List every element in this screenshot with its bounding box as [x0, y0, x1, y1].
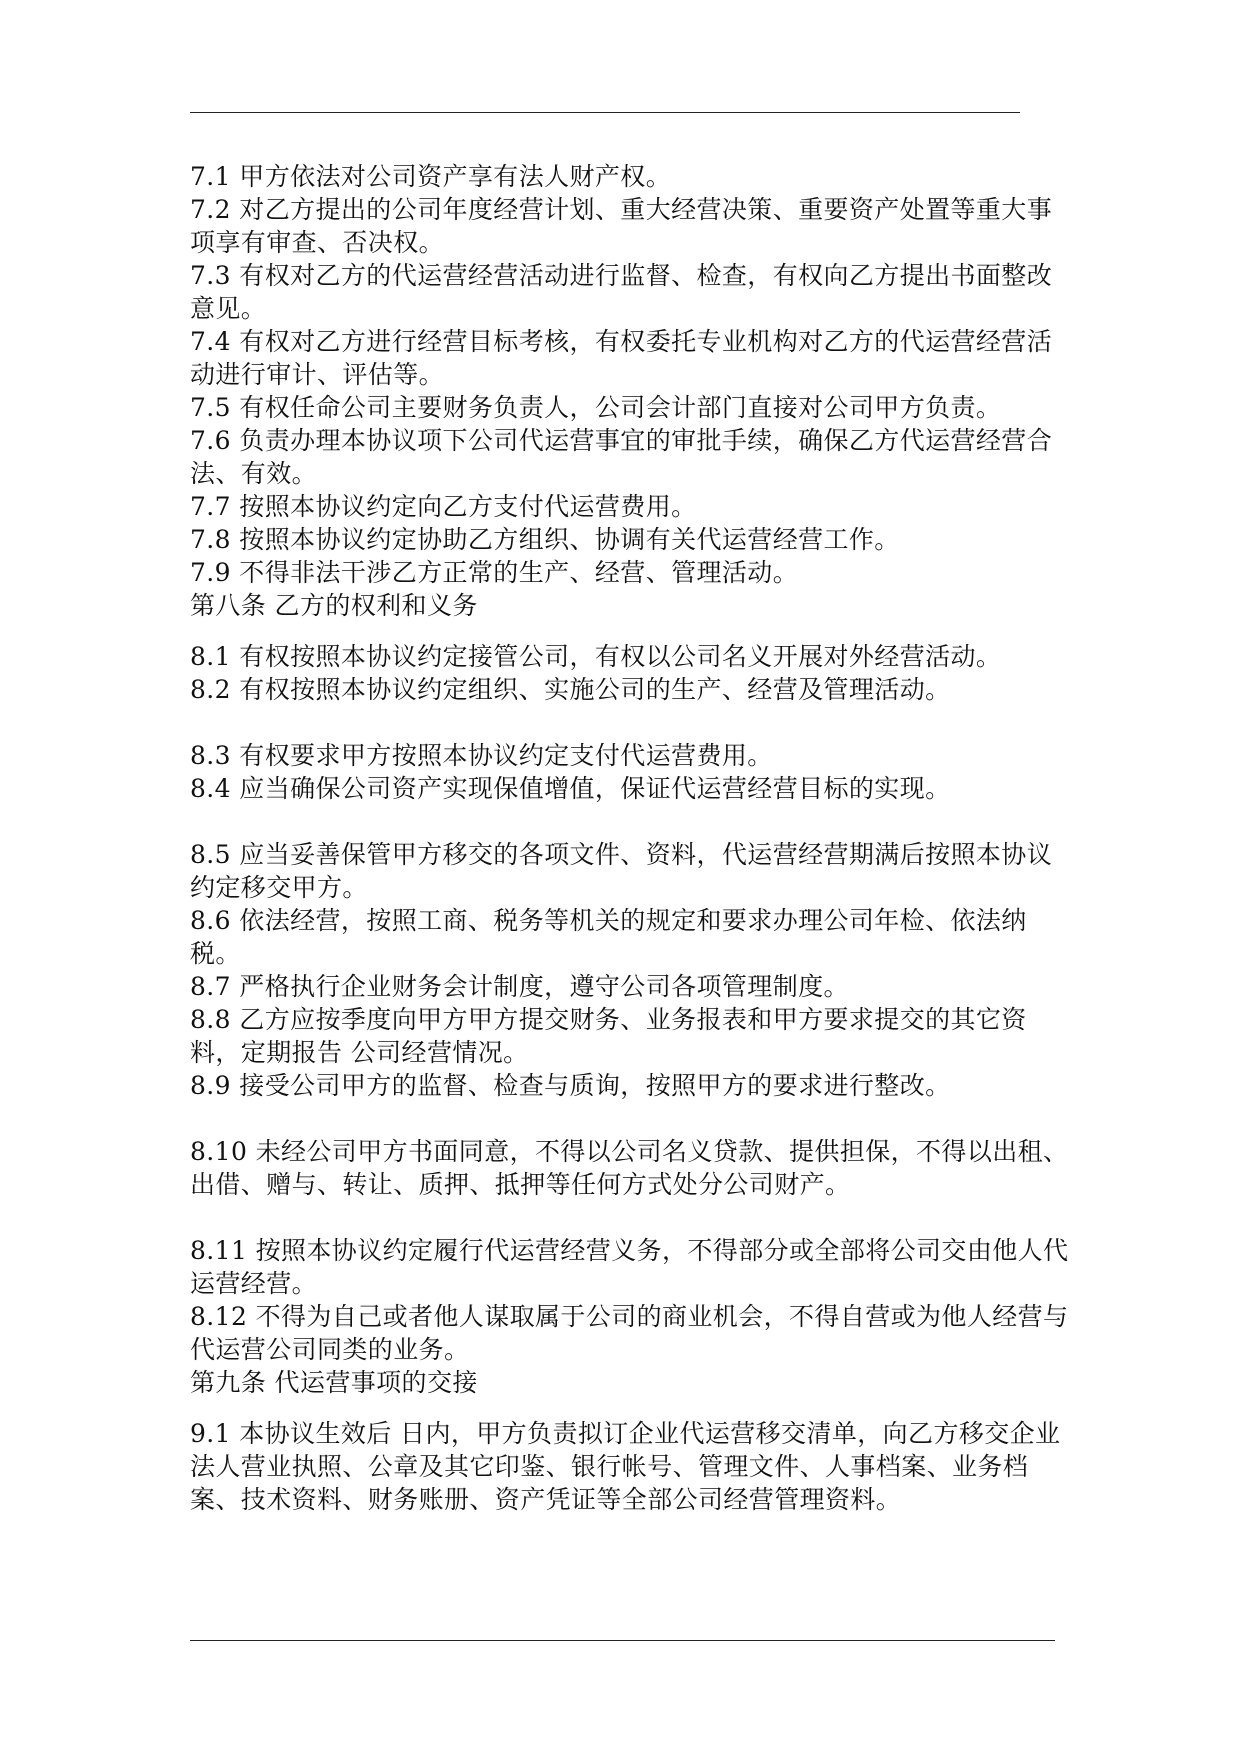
- clause-paragraph: 7.6 负责办理本协议项下公司代运营事宜的审批手续，确保乙方代运营经营合法、有效。: [190, 426, 1053, 488]
- clause-paragraph: 9.1 本协议生效后 日内，甲方负责拟订企业代运营移交清单，向乙方移交企业法人营业执照、公章及其它印鉴、银行帐号、管理文件、人事档案、业务档案、技术资料、财务账册、资产凭证等全部公司经营管理资料。: [190, 1419, 1061, 1514]
- clause-paragraph: 7.1 甲方依法对公司资产享有法人财产权。: [190, 162, 672, 191]
- section-heading: 第八条 乙方的权利和义务: [190, 591, 478, 620]
- clause-paragraph: 8.4 应当确保公司资产实现保值增值，保证代运营经营目标的实现。: [190, 774, 951, 803]
- clause-paragraph: 8.2 有权按照本协议约定组织、实施公司的生产、经营及管理活动。: [190, 675, 951, 704]
- clause-paragraph: 8.3 有权要求甲方按照本协议约定支付代运营费用。: [190, 741, 773, 770]
- clause-paragraph: 8.12 不得为自己或者他人谋取属于公司的商业机会，不得自营或为他人经营与代运营公司同类的业务。: [190, 1302, 1069, 1364]
- clause-paragraph: 7.4 有权对乙方进行经营目标考核，有权委托专业机构对乙方的代运营经营活动进行审计、评估等。: [190, 327, 1053, 389]
- clause-paragraph: 7.2 对乙方提出的公司年度经营计划、重大经营决策、重要资产处置等重大事项享有审查、否决权。: [190, 195, 1053, 257]
- section-heading: 第九条 代运营事项的交接: [190, 1368, 478, 1397]
- clause-paragraph: 8.10 未经公司甲方书面同意，不得以公司名义贷款、提供担保，不得以出租、出借、赠与、转让、质押、抵押等任何方式处分公司财产。: [190, 1137, 1069, 1199]
- clause-paragraph: 8.9 接受公司甲方的监督、检查与质询，按照甲方的要求进行整改。: [190, 1071, 951, 1100]
- clause-paragraph: 7.5 有权任命公司主要财务负责人，公司会计部门直接对公司甲方负责。: [190, 393, 1002, 422]
- clause-paragraph: 7.9 不得非法干涉乙方正常的生产、经营、管理活动。: [190, 558, 799, 587]
- clause-paragraph: 7.7 按照本协议约定向乙方支付代运营费用。: [190, 492, 697, 521]
- clause-paragraph: 7.8 按照本协议约定协助乙方组织、协调有关代运营经营工作。: [190, 525, 900, 554]
- clause-paragraph: 8.6 依法经营，按照工商、税务等机关的规定和要求办理公司年检、依法纳税。: [190, 906, 1027, 968]
- document-body: [190, 160, 1070, 1516]
- footer-rule: [190, 1640, 1055, 1641]
- clause-paragraph: 8.1 有权按照本协议约定接管公司，有权以公司名义开展对外经营活动。: [190, 642, 1002, 671]
- clause-paragraph: 8.8 乙方应按季度向甲方甲方提交财务、业务报表和甲方要求提交的其它资料，定期报告 公司经营情况。: [190, 1005, 1027, 1067]
- header-rule: [190, 112, 1020, 113]
- clause-paragraph: 8.5 应当妥善保管甲方移交的各项文件、资料，代运营经营期满后按照本协议约定移交甲方。: [190, 840, 1053, 902]
- clause-paragraph: 8.7 严格执行企业财务会计制度，遵守公司各项管理制度。: [190, 972, 849, 1001]
- clause-paragraph: 7.3 有权对乙方的代运营经营活动进行监督、检查，有权向乙方提出书面整改意见。: [190, 261, 1053, 323]
- clause-paragraph: 8.11 按照本协议约定履行代运营经营义务，不得部分或全部将公司交由他人代运营经营。: [190, 1236, 1069, 1298]
